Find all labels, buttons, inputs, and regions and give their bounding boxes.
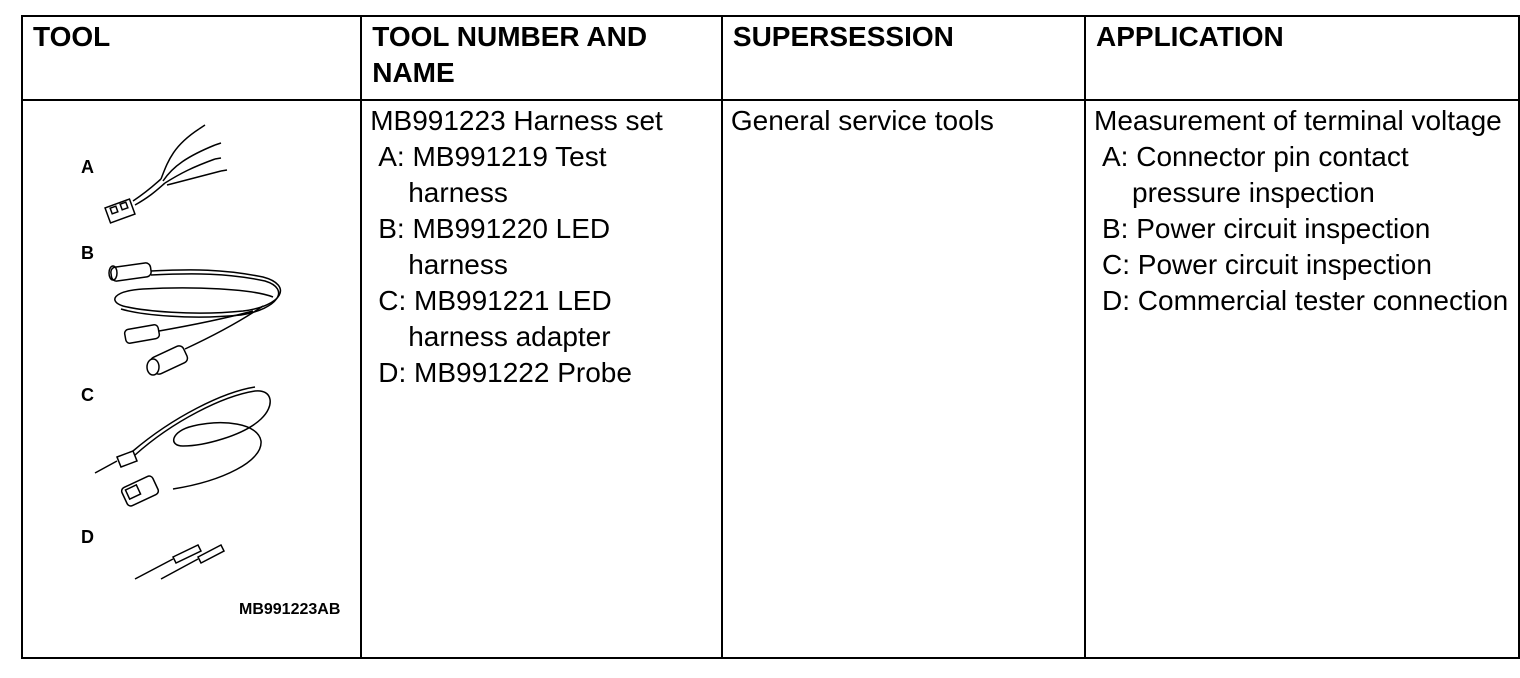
tool-set-title: MB991223 Harness set: [370, 105, 663, 136]
application-item: B: Power circuit inspection: [1102, 213, 1431, 244]
led-harness-adapter-drawing: [95, 387, 270, 507]
test-harness-drawing: [105, 125, 227, 223]
tool-illustration-cell: [22, 100, 361, 658]
tool-item: A: MB991219 Test harness: [378, 141, 607, 208]
label-a: A: [81, 157, 94, 177]
header-tool-number: TOOL NUMBER AND NAME: [361, 16, 722, 100]
header-tool: TOOL: [22, 16, 361, 100]
application-cell: [1085, 100, 1519, 658]
supersession-cell: General service tools: [722, 100, 1085, 658]
application-item: C: Power circuit inspection: [1102, 249, 1432, 280]
application-item: D: Commercial tester connection: [1102, 285, 1509, 316]
label-c: C: [81, 385, 94, 405]
application-title: Measurement of terminal voltage: [1094, 105, 1502, 136]
header-application: APPLICATION: [1085, 16, 1519, 100]
label-b: B: [81, 243, 94, 263]
header-supersession: SUPERSESSION: [722, 16, 1085, 100]
special-tools-table: [21, 15, 1520, 659]
label-d: D: [81, 527, 94, 547]
table-row: [22, 100, 1519, 658]
led-harness-drawing: [109, 262, 280, 375]
harness-set-illustration: [23, 101, 352, 655]
illustration-code: MB991223AB: [239, 601, 341, 618]
tool-item: B: MB991220 LED harness: [378, 213, 611, 280]
tool-item: C: MB991221 LED harness adapter: [378, 285, 612, 352]
probe-drawing: [135, 545, 224, 579]
tool-number-cell: [361, 100, 722, 658]
header-row: [22, 16, 1519, 100]
application-item: A: Connector pin contact pressure inspection: [1102, 141, 1409, 208]
tool-item: D: MB991222 Probe: [378, 357, 632, 388]
